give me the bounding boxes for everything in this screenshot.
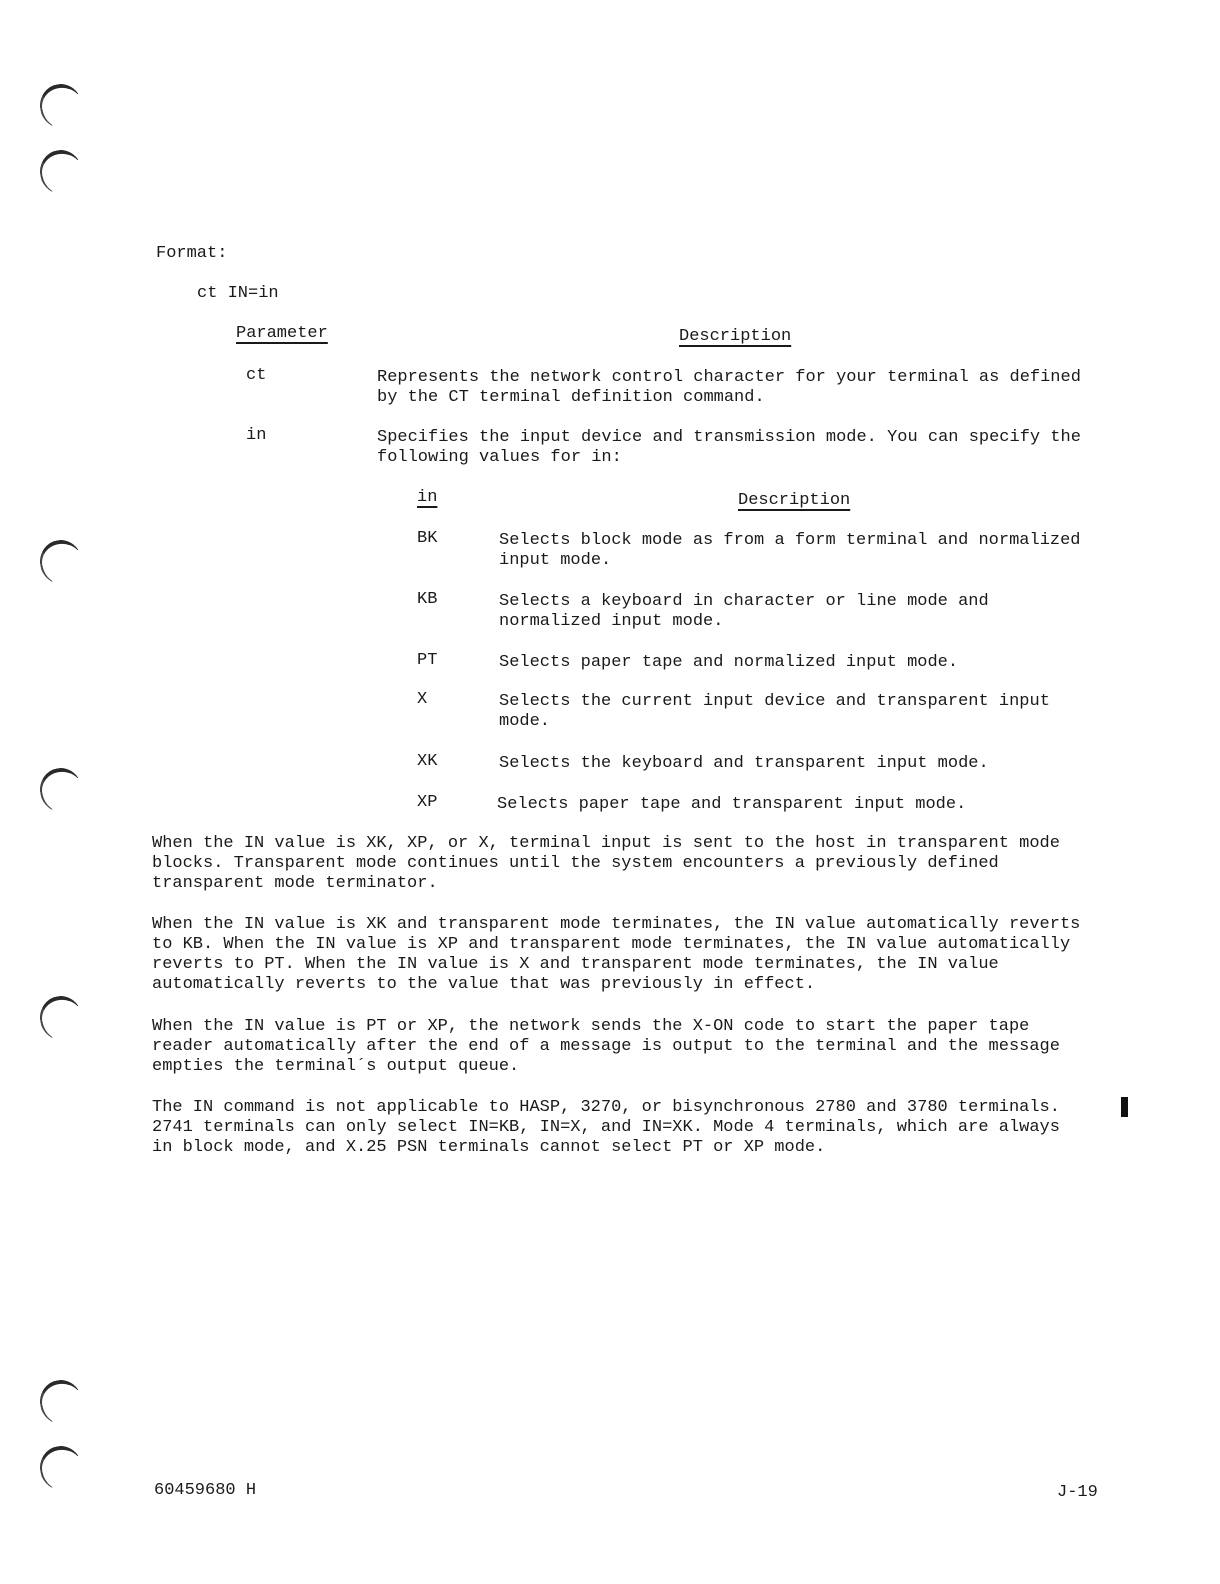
in-code-bk: BK	[417, 529, 438, 548]
in-code-xp: XP	[417, 793, 438, 812]
in-code-kb: KB	[417, 590, 438, 609]
description-header: Description	[679, 327, 792, 346]
in-desc-xp: Selects paper tape and transparent input mode.	[497, 795, 967, 814]
in-code-xk: XK	[417, 752, 438, 771]
page-number: J-19	[1057, 1483, 1098, 1502]
param-name-ct: ct	[246, 366, 267, 385]
paragraph: When the IN value is PT or XP, the network sends the X-ON code to start the paper tape reader automatically after the end of a message is output to the terminal and the message empties the terminal´s output queue.	[152, 1017, 1060, 1076]
format-label: Format:	[156, 244, 228, 263]
paragraph: The IN command is not applicable to HASP, 3270, or bisynchronous 2780 and 3780 terminals. 2741 terminals can only select IN=KB, IN=X, and IN=XK. Mode 4 terminals, which are always in block mode, and X.25 PSN terminals cannot select PT or XP mode.	[152, 1098, 1060, 1157]
in-code-pt: PT	[417, 651, 438, 670]
document-number: 60459680 H	[154, 1481, 257, 1500]
in-desc-xk: Selects the keyboard and transparent input mode.	[499, 754, 989, 773]
binder-hole-mark	[40, 1446, 84, 1486]
binder-hole-mark	[40, 540, 84, 580]
in-desc-pt: Selects paper tape and normalized input mode.	[499, 653, 959, 672]
in-desc-bk: Selects block mode as from a form terminal and normalized input mode.	[499, 531, 1081, 570]
param-desc-ct: Represents the network control character for your terminal as defined by the CT terminal definition command.	[377, 368, 1081, 407]
command-syntax: ct IN=in	[197, 284, 279, 303]
binder-hole-mark	[40, 1380, 84, 1420]
paragraph: When the IN value is XK, XP, or X, terminal input is sent to the host in transparent mode blocks. Transparent mode continues until the system encounters a previously defined transparent mode terminator.	[152, 834, 1060, 893]
param-name-in: in	[246, 426, 267, 445]
binder-hole-mark	[40, 996, 84, 1036]
in-description-header: Description	[738, 491, 851, 510]
param-desc-in: Specifies the input device and transmission mode. You can specify the following values for in:	[377, 428, 1081, 467]
parameter-header: Parameter	[236, 324, 328, 343]
in-header: in	[417, 488, 438, 507]
binder-hole-mark	[40, 150, 84, 190]
change-bar	[1121, 1097, 1128, 1117]
in-desc-x: Selects the current input device and transparent input mode.	[499, 692, 1050, 731]
in-desc-kb: Selects a keyboard in character or line mode and normalized input mode.	[499, 592, 989, 631]
binder-hole-mark	[40, 84, 84, 124]
in-code-x: X	[417, 690, 428, 709]
binder-hole-mark	[40, 768, 84, 808]
paragraph: When the IN value is XK and transparent mode terminates, the IN value automatically reverts to KB. When the IN value is XP and transparent mode terminates, the IN value automatically reverts to PT. When the IN value is X and transparent mode terminates, the IN value automatically reverts to the value that was previously in effect.	[152, 915, 1081, 994]
